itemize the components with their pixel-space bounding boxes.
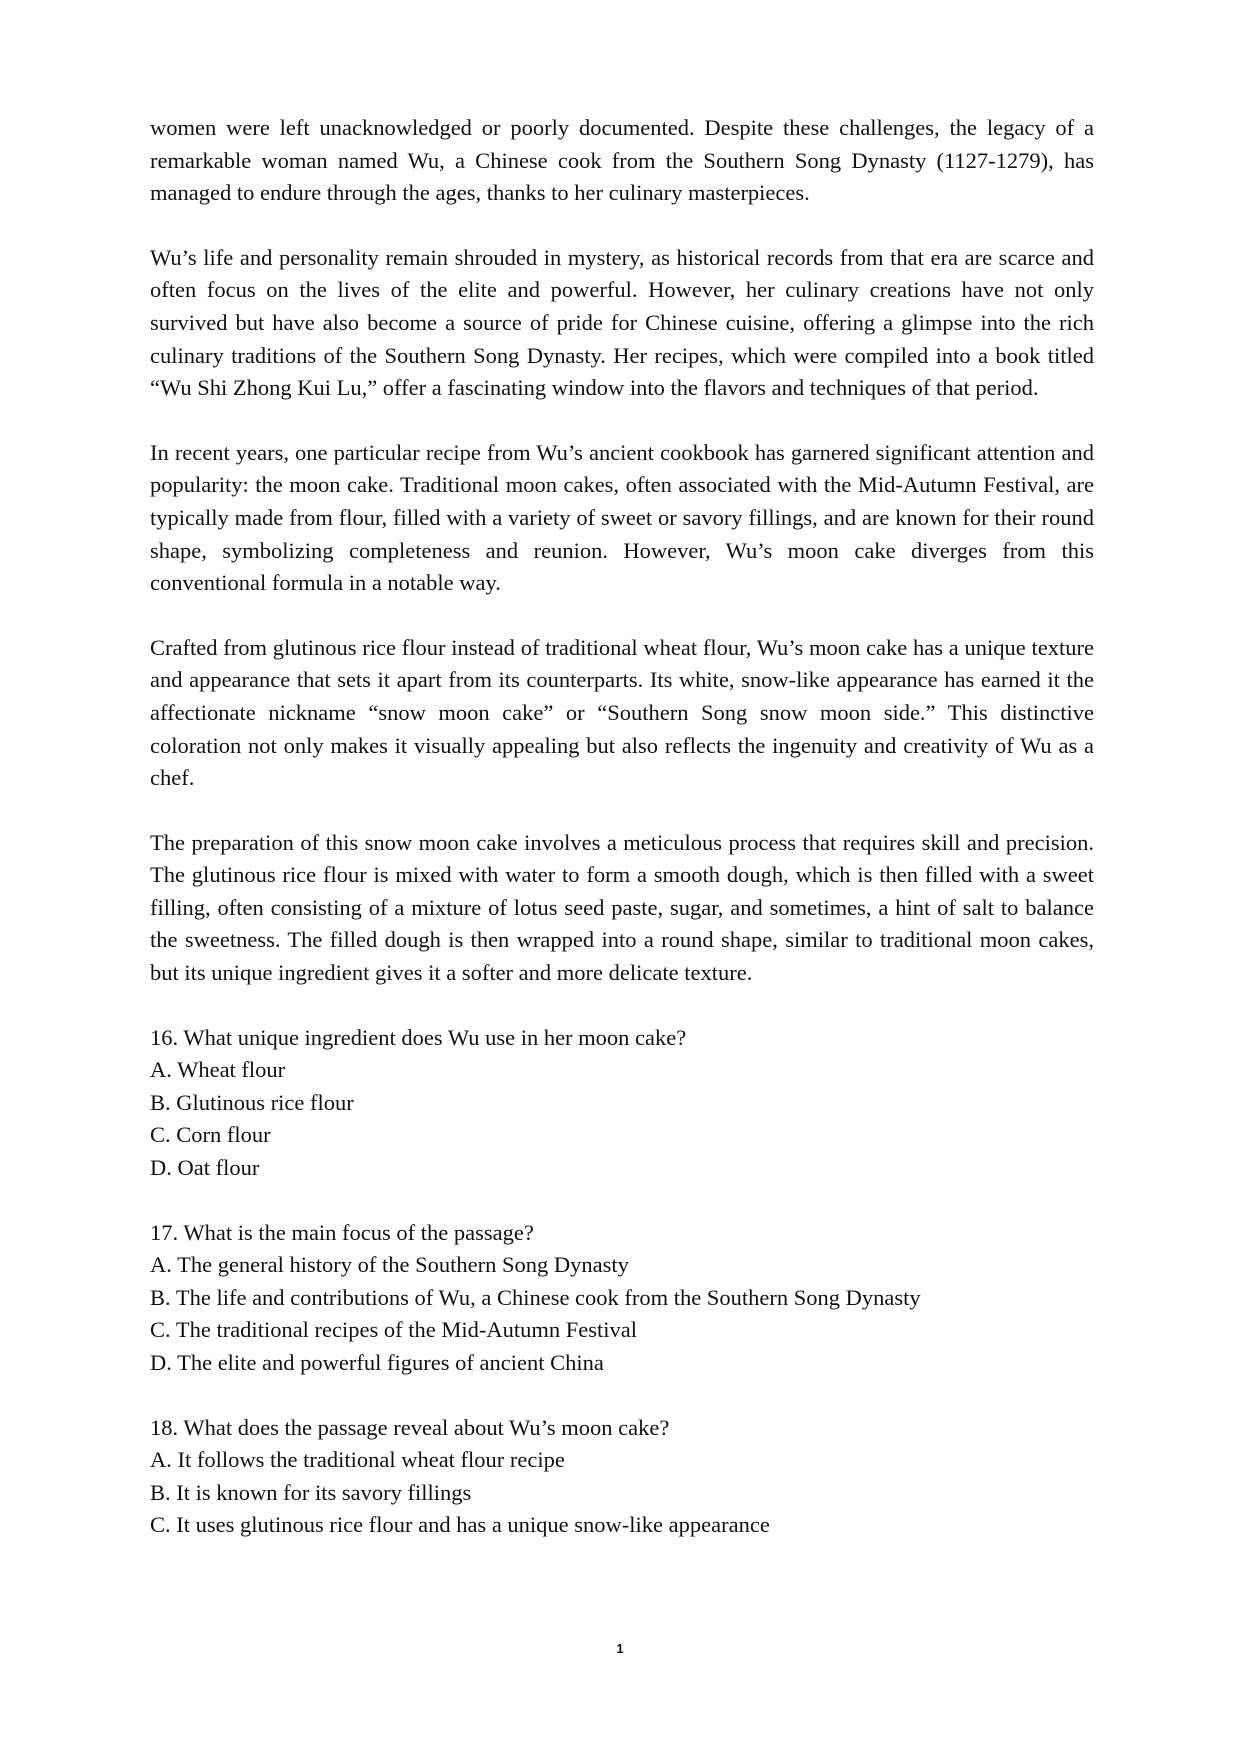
answer-option: B. It is known for its savory fillings	[150, 1479, 472, 1505]
answer-option: B. Glutinous rice flour	[150, 1089, 354, 1115]
question-17	[150, 1217, 1094, 1380]
answer-option: C. Corn flour	[150, 1122, 271, 1148]
question-stem: 17. What is the main focus of the passage?	[150, 1219, 534, 1245]
answer-option: C. The traditional recipes of the Mid-Autumn Festival	[150, 1317, 637, 1343]
paragraph: Crafted from glutinous rice flour instead of traditional wheat flour, Wu’s moon cake has a unique texture and appearance that sets it apart from its counterparts. Its white, snow-like appearance has earned it the affectionate nickname “snow moon cake” or “Southern Song snow moon side.” This distinctive coloration not only makes it visually appealing but also reflects the ingenuity and creativity of Wu as a chef.	[150, 634, 1094, 791]
paragraph: The preparation of this snow moon cake involves a meticulous process that requires skill and precision. The glutinous rice flour is mixed with water to form a smooth dough, which is then filled with a sweet filling, often consisting of a mixture of lotus seed paste, sugar, and sometimes, a hint of salt to balance the sweetness. The filled dough is then wrapped into a round shape, similar to traditional moon cakes, but its unique ingredient gives it a softer and more delicate texture.	[150, 829, 1094, 986]
paragraph: Wu’s life and personality remain shrouded in mystery, as historical records from that era are scarce and often focus on the lives of the elite and powerful. However, her culinary creations have not only survived but have also become a source of pride for Chinese cuisine, offering a glimpse into the rich culinary traditions of the Southern Song Dynasty. Her recipes, which were compiled into a book titled “Wu Shi Zhong Kui Lu,” offer a fascinating window into the flavors and techniques of that period.	[150, 244, 1094, 401]
question-stem: 18. What does the passage reveal about Wu’s moon cake?	[150, 1414, 670, 1440]
answer-option: A. The general history of the Southern Song Dynasty	[150, 1252, 629, 1278]
page-number: 1	[616, 1641, 624, 1656]
document-page	[150, 112, 1094, 1574]
answer-option: C. It uses glutinous rice flour and has a unique snow-like appearance	[150, 1512, 770, 1538]
question-18	[150, 1412, 1094, 1542]
answer-option: B. The life and contributions of Wu, a Chinese cook from the Southern Song Dynasty	[150, 1284, 921, 1310]
question-stem: 16. What unique ingredient does Wu use in her moon cake?	[150, 1024, 687, 1050]
answer-option: A. Wheat flour	[150, 1057, 286, 1083]
paragraph: In recent years, one particular recipe from Wu’s ancient cookbook has garnered significant attention and popularity: the moon cake. Traditional moon cakes, often associated with the Mid-Autumn Festival, are typically made from flour, filled with a variety of sweet or savory fillings, and are known for their round shape, symbolizing completeness and reunion. However, Wu’s moon cake diverges from this conventional formula in a notable way.	[150, 439, 1094, 596]
answer-option: A. It follows the traditional wheat flour recipe	[150, 1447, 565, 1473]
answer-option: D. The elite and powerful figures of ancient China	[150, 1350, 604, 1375]
paragraph: women were left unacknowledged or poorly documented. Despite these challenges, the legacy of a remarkable woman named Wu, a Chinese cook from the Southern Song Dynasty (1127-1279), has managed to endure through the ages, thanks to her culinary masterpieces.	[150, 115, 1094, 206]
question-16	[150, 1022, 1094, 1185]
answer-option: D. Oat flour	[150, 1155, 260, 1181]
